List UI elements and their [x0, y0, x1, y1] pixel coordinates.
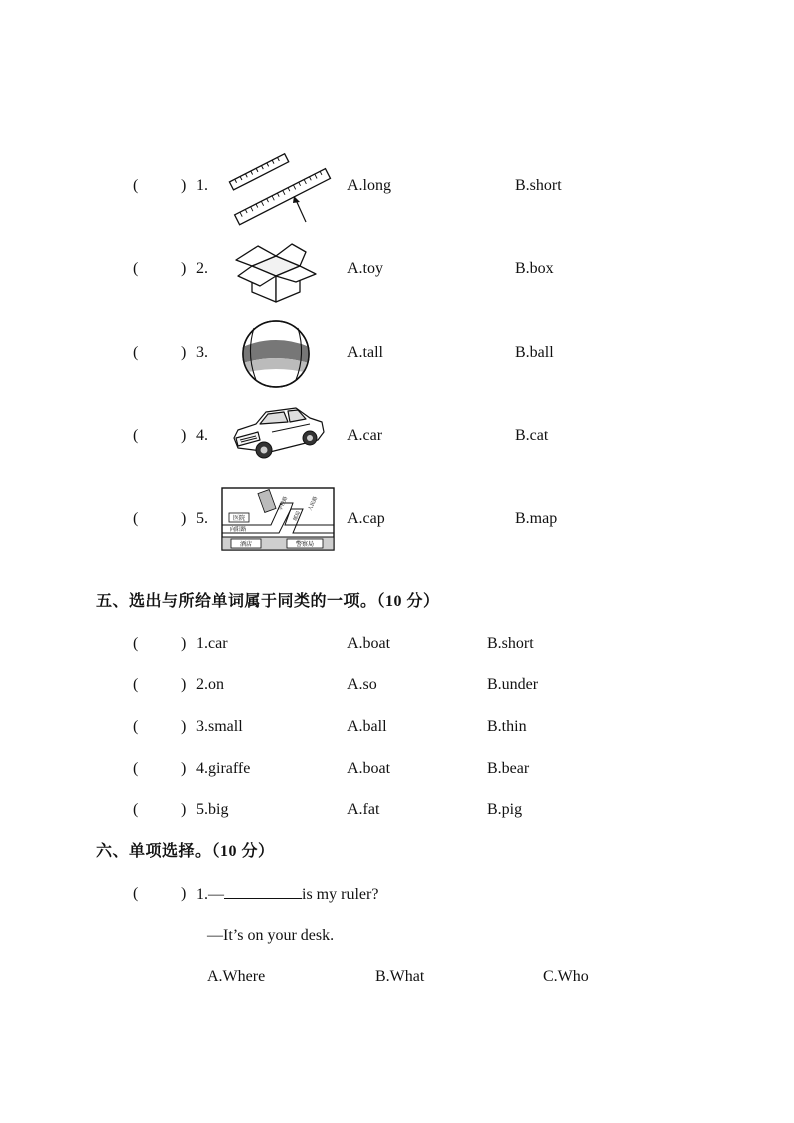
option-b: B.short [487, 635, 534, 652]
answer-paren-close: ) [181, 760, 187, 777]
map-label-school-road: 学校路 [277, 495, 290, 512]
option-a: A.fat [347, 801, 380, 818]
answer-paren-close: ) [181, 885, 187, 902]
answer-paren-close: ) [181, 635, 187, 652]
ruler-icon [226, 150, 336, 226]
answer-paren-close: ) [181, 676, 187, 693]
answer-paren-close: ) [181, 344, 187, 361]
option-b: B.pig [487, 801, 523, 818]
question-number: 1. [196, 177, 208, 194]
ball-icon [240, 318, 312, 390]
option-b: B.ball [515, 344, 554, 361]
map-label-post-office: 邮局 [292, 510, 303, 522]
option-b: B.cat [515, 427, 549, 444]
answer-paren-open: ( [133, 635, 139, 652]
option-b: B.short [515, 177, 562, 194]
answer-paren-close: ) [181, 427, 187, 444]
option-b: B.under [487, 676, 539, 693]
given-word: 4.giraffe [196, 760, 251, 777]
answer-paren-open: ( [133, 427, 139, 444]
answer-paren-open: ( [133, 177, 139, 194]
question-number: 5. [196, 510, 208, 527]
option-a: A.car [347, 427, 383, 444]
section-six-title: 六、单项选择。（10 分） [96, 843, 275, 860]
answer-paren-close: ) [181, 801, 187, 818]
answer-paren-open: ( [133, 801, 139, 818]
box-icon [234, 240, 318, 304]
given-word: 1.car [196, 635, 228, 652]
answer-paren-close: ) [181, 177, 187, 194]
option-b: B.What [375, 968, 425, 985]
map-label-hotel: 酒店 [239, 541, 253, 548]
answer-paren-open: ( [133, 718, 139, 735]
given-word: 3.small [196, 718, 243, 735]
answer-line: —It’s on your desk. [207, 927, 335, 944]
option-b: B.box [515, 260, 554, 277]
option-a: A.boat [347, 760, 391, 777]
given-word: 2.on [196, 676, 224, 693]
option-a: A.tall [347, 344, 383, 361]
question-number: 2. [196, 260, 208, 277]
given-word: 5.big [196, 801, 229, 818]
map-label-police: 警察局 [295, 541, 315, 548]
answer-paren-open: ( [133, 760, 139, 777]
map-label-road-left: 向阳路 [229, 527, 247, 533]
option-a: A.long [347, 177, 391, 194]
answer-blank [224, 884, 302, 899]
answer-paren-open: ( [133, 676, 139, 693]
option-a: A.ball [347, 718, 387, 735]
car-icon [230, 404, 326, 462]
answer-paren-open: ( [133, 260, 139, 277]
answer-paren-close: ) [181, 510, 187, 527]
option-b: B.thin [487, 718, 527, 735]
answer-paren-close: ) [181, 718, 187, 735]
option-a: A.boat [347, 635, 391, 652]
option-a: A.cap [347, 510, 385, 527]
map-label-road-right: 人民路 [307, 495, 320, 512]
question-prefix: 1.— [196, 886, 224, 903]
question-suffix: is my ruler? [302, 886, 379, 903]
question-stem [196, 884, 378, 905]
option-c: C.Who [543, 968, 589, 985]
option-a: A.Where [207, 968, 266, 985]
map-icon [221, 487, 335, 551]
option-a: A.toy [347, 260, 383, 277]
section-five-title: 五、选出与所给单词属于同类的一项。（10 分） [96, 593, 440, 610]
answer-paren-open: ( [133, 885, 139, 902]
question-number: 4. [196, 427, 208, 444]
question-number: 3. [196, 344, 208, 361]
answer-paren-open: ( [133, 344, 139, 361]
option-a: A.so [347, 676, 377, 693]
answer-paren-open: ( [133, 510, 139, 527]
option-b: B.bear [487, 760, 530, 777]
map-label-hospital: 医院 [232, 515, 246, 522]
answer-paren-close: ) [181, 260, 187, 277]
option-b: B.map [515, 510, 558, 527]
